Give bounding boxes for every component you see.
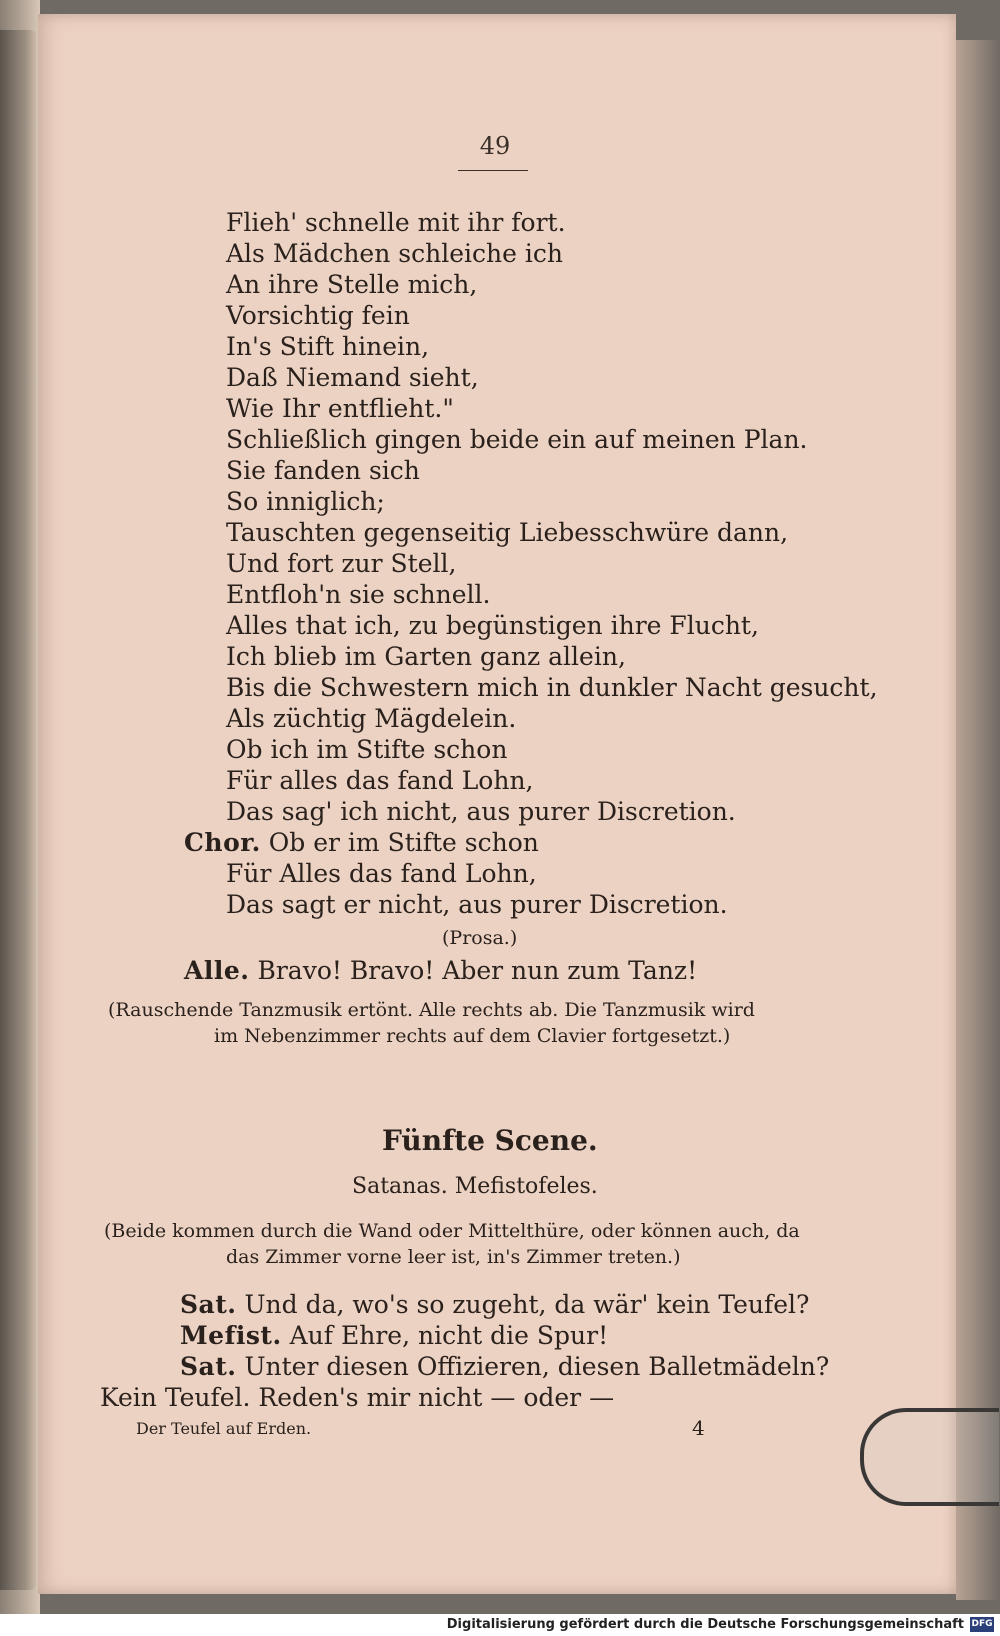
verse-line: Ob ich im Stifte schon bbox=[226, 735, 508, 764]
prosa-direction: (Prosa.) bbox=[442, 927, 518, 949]
verse-line: Für alles das fand Lohn, bbox=[226, 766, 534, 795]
dialogue-line: Kein Teufel. Reden's mir nicht — oder — bbox=[100, 1383, 615, 1412]
verse-line: Alles that ich, zu begünstigen ihre Flucht, bbox=[226, 611, 759, 640]
verse-line: Als Mädchen schleiche ich bbox=[226, 239, 563, 268]
alle-line bbox=[184, 956, 697, 986]
verse-line: Wie Ihr entflieht." bbox=[226, 394, 454, 423]
speaker-label: Alle. bbox=[184, 956, 250, 985]
page-clip bbox=[860, 1408, 999, 1506]
page-number: 49 bbox=[479, 132, 511, 160]
page-number-rule bbox=[458, 170, 528, 171]
stage-direction: das Zimmer vorne leer ist, in's Zimmer treten.) bbox=[226, 1246, 681, 1268]
verse-line: An ihre Stelle mich, bbox=[226, 270, 478, 299]
verse-line: Flieh' schnelle mit ihr fort. bbox=[226, 208, 566, 237]
dialogue-text: Auf Ehre, nicht die Spur! bbox=[289, 1321, 609, 1350]
footer-book-title: Der Teufel auf Erden. bbox=[136, 1419, 312, 1438]
chor-line: Für Alles das fand Lohn, bbox=[226, 859, 537, 888]
stage-direction: (Rauschende Tanzmusik ertönt. Alle rechts ab. Die Tanzmusik wird bbox=[108, 999, 755, 1021]
dfg-logo: DFG bbox=[970, 1617, 994, 1632]
chor-line bbox=[184, 828, 539, 858]
verse-line: Bis die Schwestern mich in dunkler Nacht gesucht, bbox=[226, 673, 878, 702]
verse-line: Tauschten gegenseitig Liebesschwüre dann, bbox=[226, 518, 789, 547]
verse-line: Entfloh'n sie schnell. bbox=[226, 580, 491, 609]
dialogue-text: Und da, wo's so zugeht, da wär' kein Teufel? bbox=[244, 1290, 810, 1319]
stage-direction: (Beide kommen durch die Wand oder Mittelthüre, oder können auch, da bbox=[104, 1220, 800, 1242]
book-right-edge bbox=[956, 40, 1000, 1600]
speaker-label: Sat. bbox=[180, 1290, 237, 1319]
verse-line: Das sag' ich nicht, aus purer Discretion. bbox=[226, 797, 736, 826]
dialogue-line bbox=[180, 1321, 608, 1351]
signature-mark: 4 bbox=[692, 1416, 705, 1440]
dialogue-text: Unter diesen Offizieren, diesen Balletmädeln? bbox=[244, 1352, 830, 1381]
verse-line: Ich blieb im Garten ganz allein, bbox=[226, 642, 626, 671]
dialogue-line bbox=[180, 1290, 809, 1320]
verse-line: So inniglich; bbox=[226, 487, 385, 516]
verse-line: Und fort zur Stell, bbox=[226, 549, 457, 578]
speaker-label: Chor. bbox=[184, 828, 261, 857]
speaker-label: Mefist. bbox=[180, 1321, 282, 1350]
verse-line: Daß Niemand sieht, bbox=[226, 363, 479, 392]
verse-line: Schließlich gingen beide ein auf meinen Plan. bbox=[226, 425, 808, 454]
dialogue-line bbox=[180, 1352, 829, 1382]
verse-line: Vorsichtig fein bbox=[226, 301, 410, 330]
verse-line: Sie fanden sich bbox=[226, 456, 420, 485]
alle-text: Bravo! Bravo! Aber nun zum Tanz! bbox=[257, 956, 698, 985]
scene-title: Fünfte Scene. bbox=[382, 1124, 598, 1157]
verse-line: In's Stift hinein, bbox=[226, 332, 430, 361]
verse-line: Als züchtig Mägdelein. bbox=[226, 704, 517, 733]
chor-text: Ob er im Stifte schon bbox=[268, 828, 539, 857]
stage-direction: im Nebenzimmer rechts auf dem Clavier fortgesetzt.) bbox=[214, 1025, 731, 1047]
digitization-credit: Digitalisierung gefördert durch die Deutsche Forschungsgemeinschaft bbox=[446, 1617, 964, 1632]
speaker-label: Sat. bbox=[180, 1352, 237, 1381]
scene-characters: Satanas. Mefistofeles. bbox=[352, 1174, 598, 1199]
chor-line: Das sagt er nicht, aus purer Discretion. bbox=[226, 890, 728, 919]
book-cover-edge bbox=[0, 30, 36, 1590]
